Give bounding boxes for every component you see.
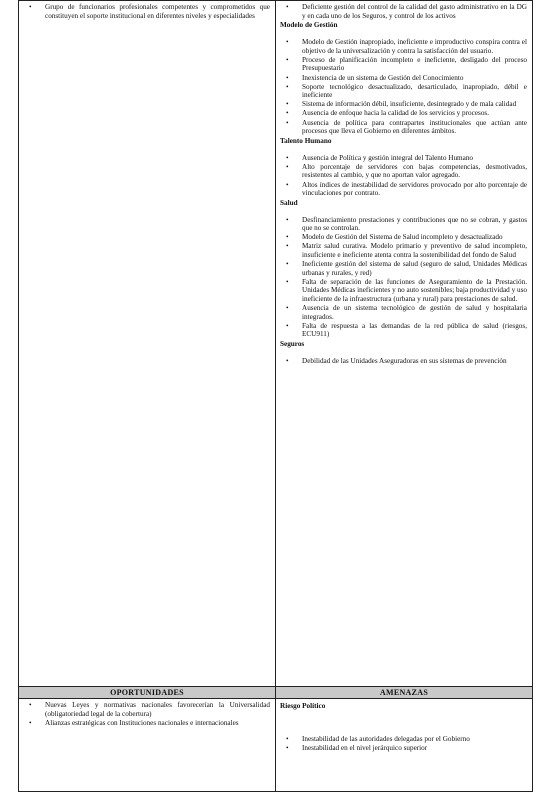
seguros-list xyxy=(280,357,527,366)
list-item: • Falta de respuesta a las demandas de la red pública de salud (riesgos, ECU911) xyxy=(302,322,527,339)
list-item: • Modelo de Gestión del Sistema de Salud incompleto y desactualizado xyxy=(302,233,527,242)
fortalezas-cell xyxy=(19,1,276,687)
list-item: • Altos índices de inestabilidad de servidores provocado por alto porcentaje de vinculaciones por contrato. xyxy=(302,181,527,198)
oportunidades-amenazas-row xyxy=(19,699,533,792)
list-item: • Modelo de Gestión inapropiado, ineficiente e improductivo conspira contra el objetivo de la universalización y contra la satisfacción del usuario. xyxy=(302,38,527,55)
list-item: • Falta de separación de las funciones de Aseguramiento de la Prestación. Unidades Médicas ineficientes y no auto sostenibles; baja productividad y uso ineficiente de la infraestructura (urbana y rural) para prestaciones de salud. xyxy=(302,278,527,304)
header-row xyxy=(19,687,533,699)
list-item: • Grupo de funcionarios profesionales competentes y comprometidos que constituyen el soporte institucional en diferentes niveles y especialidades xyxy=(45,3,270,20)
list-item: • Inexistencia de un sistema de Gestión del Conocimiento xyxy=(302,74,527,83)
list-item: • Inestabilidad en el nivel jerárquico superior xyxy=(302,744,527,753)
section-heading-seguros: Seguros xyxy=(280,340,305,348)
section-heading-modelo-gestion: Modelo de Gestión xyxy=(280,21,338,30)
list-item: • Proceso de planificación incompleto e ineficiente, desligado del proceso Presupuestario xyxy=(302,56,527,73)
amenazas-header: AMENAZAS xyxy=(276,687,533,699)
list-item: • Sistema de información débil, insuficiente, desintegrado y de mala calidad xyxy=(302,100,527,109)
oportunidades-cell xyxy=(19,699,276,792)
list-item: • Alto porcentaje de servidores con bajas competencias, desmotivados, resistentes al cambio, y que no aportan valor agregado. xyxy=(302,163,527,180)
list-item: • Inestabilidad de las autoridades delegadas por el Gobierno xyxy=(302,735,527,744)
section-heading-salud: Salud xyxy=(280,198,298,207)
oportunidades-header: OPORTUNIDADES xyxy=(19,687,276,699)
list-item: • Ineficiente gestión del sistema de salud (seguro de salud, Unidades Médicas urbanas y rurales, y red) xyxy=(302,260,527,277)
riesgo-politico-list xyxy=(280,735,527,753)
modelo-gestion-list xyxy=(280,38,527,136)
list-item: • Debilidad de las Unidades Aseguradoras en sus sistemas de prevención xyxy=(302,357,527,366)
swot-table xyxy=(18,0,533,792)
amenazas-cell xyxy=(276,699,533,792)
debilidades-cell xyxy=(276,1,533,687)
section-heading-talento-humano: Talento Humano xyxy=(280,136,332,145)
salud-list xyxy=(280,216,527,339)
talento-humano-list xyxy=(280,154,527,198)
list-item: • Ausencia de enfoque hacia la calidad de los servicios y procesos. xyxy=(302,109,527,118)
fortalezas-debilidades-row xyxy=(19,1,533,687)
list-item: • Alianzas estratégicas con Instituciones nacionales e internacionales xyxy=(45,719,270,728)
list-item: • Matriz salud curativa. Modelo primario y preventivo de salud incompleto, insuficiente e ineficiente atenta contra la sostenibilidad del fondo de Salud xyxy=(302,242,527,259)
list-item: • Ausencia de política para contrapartes institucionales que actúan ante procesos que lleva el Gobierno en diferentes ámbitos. xyxy=(302,119,527,136)
oportunidades-list xyxy=(23,701,270,727)
fortalezas-list xyxy=(23,3,270,20)
debilidades-intro-list xyxy=(280,3,527,20)
section-heading-riesgo-politico: Riesgo Político xyxy=(280,702,326,710)
swot-page xyxy=(18,0,532,794)
list-item: • Ausencia de Política y gestión integral del Talento Humano xyxy=(302,154,527,163)
list-item: • Deficiente gestión del control de la calidad del gasto administrativo en la DG y en cada uno de los Seguros, y control de los activos xyxy=(302,3,527,20)
list-item: • Desfinanciamiento prestaciones y contribuciones que no se cobran, y gastos que no se controlan. xyxy=(302,216,527,233)
list-item: • Soporte tecnológico desactualizado, desarticulado, inapropiado, débil e ineficiente xyxy=(302,83,527,100)
list-item: • Ausencia de un sistema tecnológico de gestión de salud y hospitalaria integrados. xyxy=(302,304,527,321)
list-item: • Nuevas Leyes y normativas nacionales favorecerían la Universalidad (obligatoriedad legal de la cobertura) xyxy=(45,701,270,718)
